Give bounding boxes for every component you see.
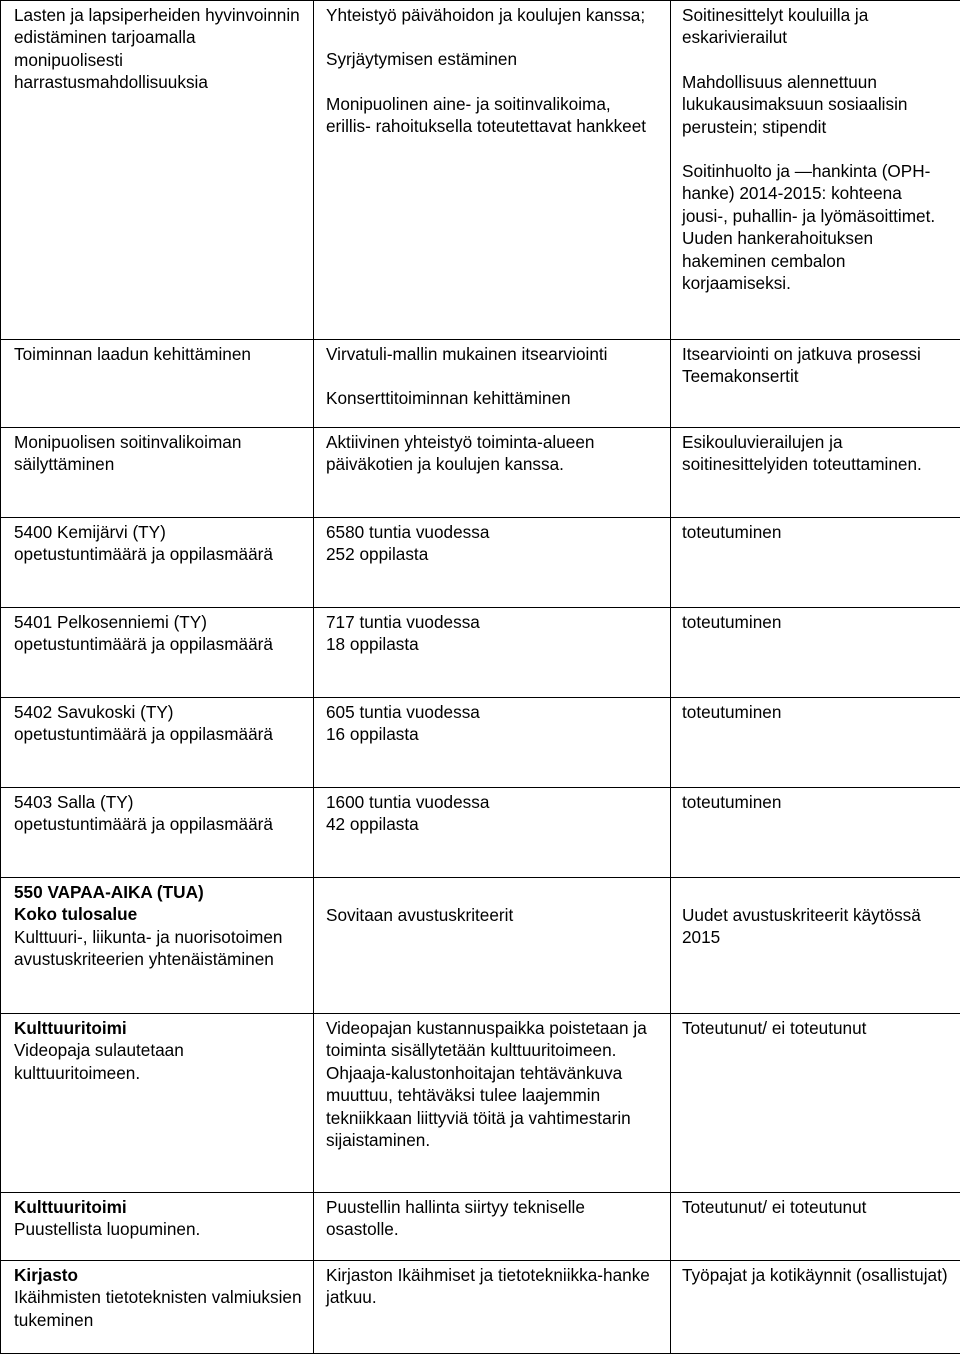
subsection-heading: Kulttuuritoimi — [14, 1018, 127, 1038]
measure-text: Videopajan kustannuspaikka poistetaan ja toiminta sisällytetään kulttuuritoimeen. Ohjaaja-kalustonhoitajan tehtävänkuva muuttuu, tehtäväksi tulee laajemmin tekniikkaan liittyviä töitä ja vahtimestarin sijaistaminen. — [326, 1018, 647, 1151]
table-cell — [1, 428, 314, 518]
measure-text: Puustellin hallinta siirtyy tekniselle osastolle. — [326, 1197, 585, 1240]
result-text: Teemakonsertit — [682, 366, 799, 387]
subsection-heading: Kirjasto — [14, 1265, 78, 1285]
students-value: 18 oppilasta — [326, 634, 419, 655]
hours-value: 6580 tuntia vuodessa — [326, 522, 490, 542]
measure-text: Sovitaan avustuskriteerit — [326, 905, 514, 925]
table-cell — [1, 608, 314, 698]
unit-label: 5403 Salla (TY) — [14, 792, 134, 812]
table-cell — [314, 340, 671, 428]
students-value: 252 oppilasta — [326, 544, 429, 565]
table-cell — [1, 878, 314, 1014]
hours-value: 717 tuntia vuodessa — [326, 612, 480, 632]
result-text: Työpajat ja kotikäynnit (osallistujat) — [682, 1265, 948, 1285]
subsection-heading: Koko tulosalue — [14, 904, 138, 925]
table-row — [1, 1, 960, 340]
table-cell — [1, 1014, 314, 1193]
result-text: Soitinesittelyt kouluilla ja eskarivierailut — [682, 5, 869, 48]
measure-text: Konserttitoiminnan kehittäminen — [326, 388, 571, 409]
students-value: 16 oppilasta — [326, 724, 419, 745]
table-cell — [314, 698, 671, 788]
hours-value: 1600 tuntia vuodessa — [326, 792, 490, 812]
measure-text: Syrjäytymisen estäminen — [326, 49, 518, 70]
table-cell — [314, 1014, 671, 1193]
table-cell — [1, 1261, 314, 1354]
measure-text: Yhteistyö päivähoidon ja koulujen kanssa; — [326, 5, 646, 25]
goal-text: Videopaja sulautetaan kulttuuritoimeen. — [14, 1040, 184, 1083]
table-cell — [671, 608, 960, 698]
table-row — [1, 518, 960, 608]
table-cell — [671, 340, 960, 428]
table-row — [1, 788, 960, 878]
table-cell — [671, 1014, 960, 1193]
table-cell — [314, 1261, 671, 1354]
table-cell — [671, 1, 960, 340]
goal-text: Lasten ja lapsiperheiden hyvinvoinnin edistäminen tarjoamalla monipuolisesti harrastusmahdollisuuksia — [14, 5, 300, 93]
table-cell — [671, 788, 960, 878]
result-text: toteutuminen — [682, 792, 782, 812]
result-text: toteutuminen — [682, 702, 782, 722]
table-cell — [314, 878, 671, 1014]
table-cell — [671, 518, 960, 608]
table-cell — [671, 1193, 960, 1261]
subsection-heading: Kulttuuritoimi — [14, 1197, 127, 1217]
result-text: Esikouluvierailujen ja soitinesittelyiden toteuttaminen. — [682, 432, 922, 475]
metric-label: opetustuntimäärä ja oppilasmäärä — [14, 544, 273, 565]
result-text: Toteutunut/ ei toteutunut — [682, 1197, 867, 1217]
table-row — [1, 428, 960, 518]
goal-text: Ikäihmisten tietoteknisten valmiuksien tukeminen — [14, 1287, 302, 1330]
table-cell — [1, 698, 314, 788]
table-cell — [1, 1193, 314, 1261]
result-text: Soitinhuolto ja —hankinta (OPH-hanke) 2014-2015: kohteena jousi-, puhallin- ja lyömäsoittimet. Uuden hankerahoituksen hakeminen cembalon korjaamiseksi. — [682, 161, 936, 294]
table-cell — [671, 878, 960, 1014]
table-row — [1, 1014, 960, 1193]
goal-text: Toiminnan laadun kehittäminen — [14, 344, 251, 364]
hours-value: 605 tuntia vuodessa — [326, 702, 480, 722]
metric-label: opetustuntimäärä ja oppilasmäärä — [14, 634, 273, 655]
result-text: toteutuminen — [682, 522, 782, 542]
measure-text: Kirjaston Ikäihmiset ja tietotekniikka-hanke jatkuu. — [326, 1265, 650, 1308]
table-cell — [1, 518, 314, 608]
unit-label: 5402 Savukoski (TY) — [14, 702, 174, 722]
goal-text: Puustellista luopuminen. — [14, 1219, 201, 1240]
result-text: Toteutunut/ ei toteutunut — [682, 1018, 867, 1038]
unit-label: 5400 Kemijärvi (TY) — [14, 522, 166, 542]
table-cell — [314, 428, 671, 518]
metric-label: opetustuntimäärä ja oppilasmäärä — [14, 814, 273, 835]
table-row — [1, 1261, 960, 1354]
table-cell — [314, 788, 671, 878]
table-cell — [1, 788, 314, 878]
section-heading: 550 VAPAA-AIKA (TUA) — [14, 882, 204, 902]
table-row — [1, 608, 960, 698]
measure-text: Aktiivinen yhteistyö toiminta-alueen päiväkotien ja koulujen kanssa. — [326, 432, 595, 475]
measure-text: Virvatuli-mallin mukainen itsearviointi — [326, 344, 608, 364]
table-row — [1, 698, 960, 788]
table-cell — [1, 1, 314, 340]
unit-label: 5401 Pelkosenniemi (TY) — [14, 612, 207, 632]
result-text: Uudet avustuskriteerit käytössä 2015 — [682, 905, 921, 948]
table-cell — [671, 1261, 960, 1354]
students-value: 42 oppilasta — [326, 814, 419, 835]
result-text: toteutuminen — [682, 612, 782, 632]
table-row — [1, 878, 960, 1014]
measure-text: Monipuolinen aine- ja soitinvalikoima, erillis- rahoituksella toteutettavat hankkeet — [326, 93, 647, 137]
table-cell — [671, 428, 960, 518]
table-cell — [314, 1, 671, 340]
goal-text: Kulttuuri-, liikunta- ja nuorisotoimen avustuskriteerien yhtenäistäminen — [14, 926, 283, 970]
metric-label: opetustuntimäärä ja oppilasmäärä — [14, 724, 273, 745]
table-cell — [314, 1193, 671, 1261]
table-cell — [1, 340, 314, 428]
result-text: Itsearviointi on jatkuva prosessi — [682, 344, 921, 364]
result-text: Mahdollisuus alennettuun lukukausimaksuun sosiaalisin perustein; stipendit — [682, 71, 908, 137]
table-cell — [314, 518, 671, 608]
table-row — [1, 340, 960, 428]
table-cell — [314, 608, 671, 698]
table-cell — [671, 698, 960, 788]
goal-text: Monipuolisen soitinvalikoiman säilyttäminen — [14, 432, 242, 475]
table-row — [1, 1193, 960, 1261]
